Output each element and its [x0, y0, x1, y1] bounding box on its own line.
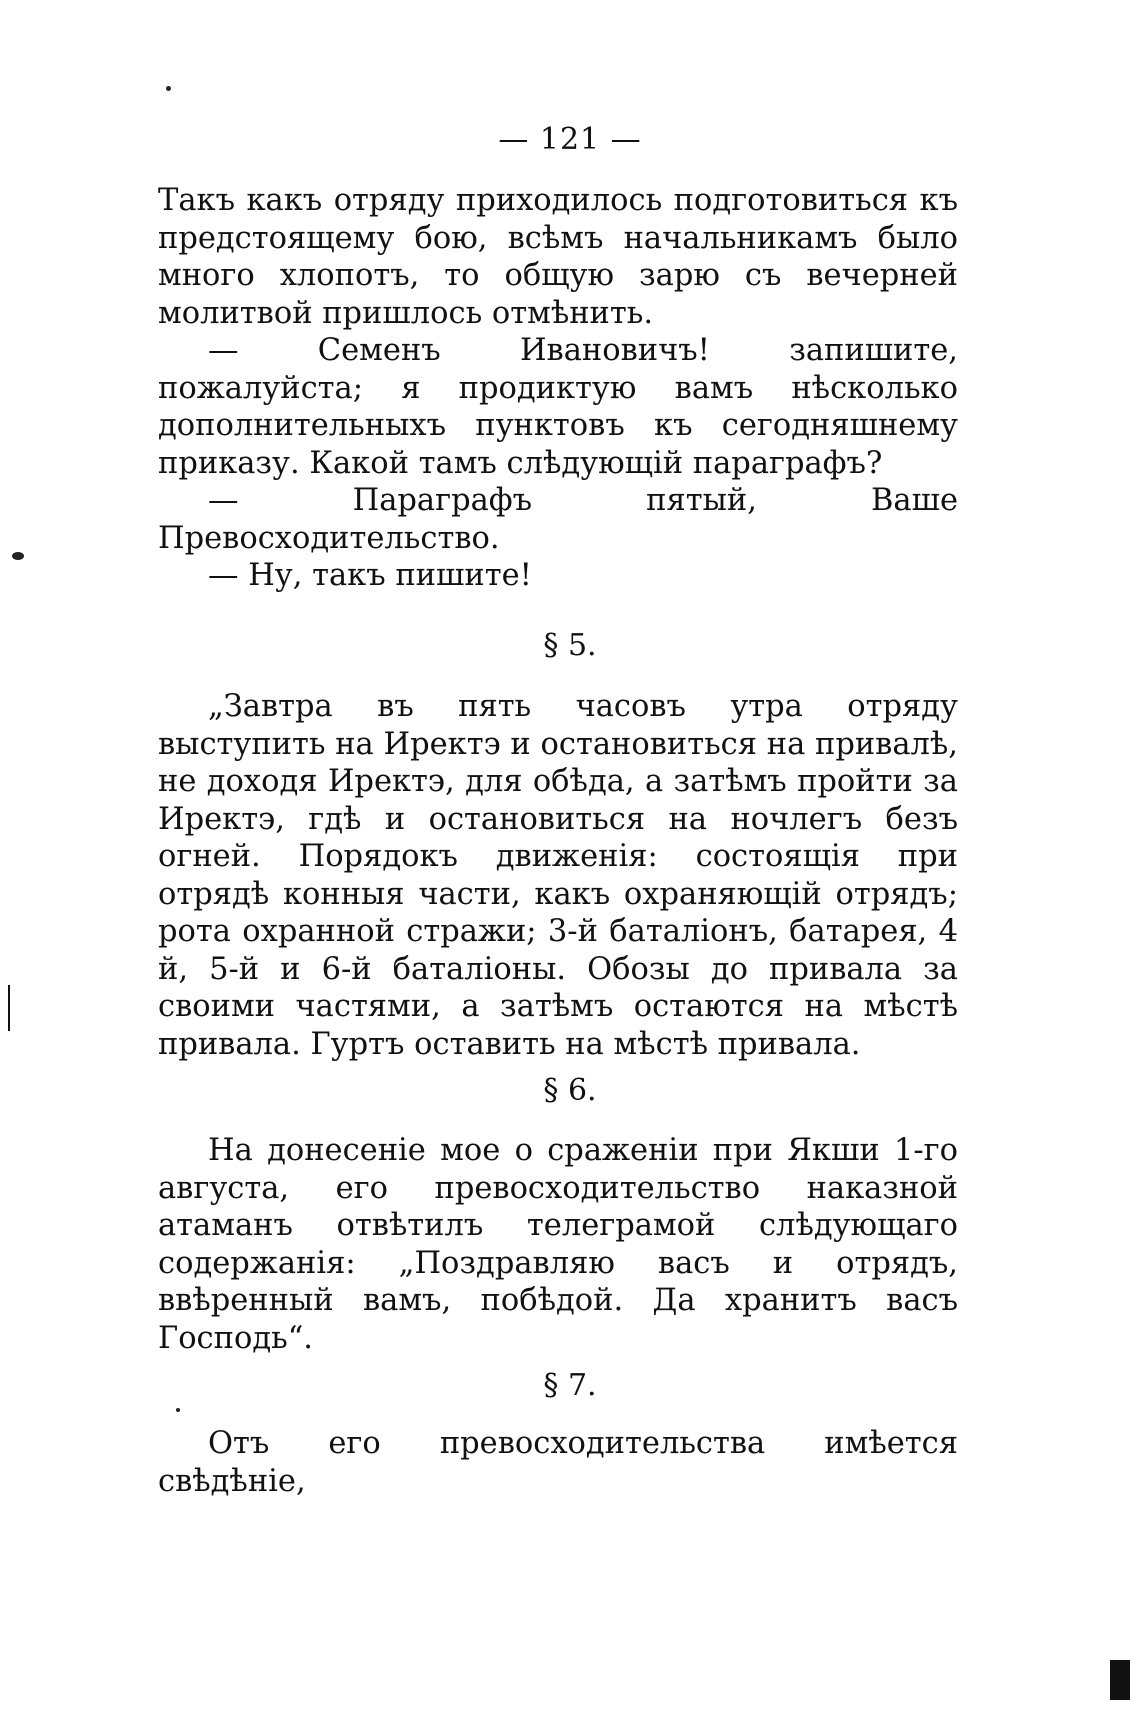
- section-5-heading: § 5.: [543, 628, 597, 663]
- scan-speck: [166, 86, 171, 91]
- opening-text-block: [158, 182, 958, 595]
- section-7-text-block: [158, 1425, 958, 1500]
- paragraph: — Семенъ Ивановичъ! запишите, пожалуйста; я продиктую вамъ нѣсколько дополнительныхъ пунктовъ къ сегодняшнему приказу. Какой тамъ слѣдующій параграфъ?: [158, 333, 958, 481]
- paragraph: „Завтра въ пять часовъ утра отряду выступить на Иректэ и остановиться на привалѣ, не доходя Иректэ, для обѣда, а затѣмъ пройти за Иректэ, гдѣ и остановиться на ночлегъ безъ огней. Порядокъ движенія: состоящія при отрядѣ конныя части, какъ охраняющій отрядъ; рота охранной стражи; 3-й баталіонъ, батарея, 4 й, 5-й и 6-й баталіоны. Обозы до привала за своими частями, а затѣмъ остаются на мѣстѣ привала. Гуртъ оставить на мѣстѣ привала.: [158, 689, 958, 1062]
- section-6-text-block: [158, 1132, 958, 1357]
- scan-edge-line: [8, 985, 10, 1031]
- scan-speck: [12, 552, 24, 560]
- paragraph: Такъ какъ отряду приходилось подготовиться къ предстоящему бою, всѣмъ начальникамъ было много хлопотъ, то общую зарю съ вечерней молитвой пришлось отмѣнить.: [158, 183, 958, 331]
- section-5-text-block: [158, 688, 958, 1063]
- section-6-heading: § 6.: [543, 1073, 597, 1108]
- scan-speck: [176, 1408, 180, 1412]
- scan-edge-mark: [1110, 1660, 1130, 1700]
- paragraph: Отъ его превосходительства имѣется свѣдѣніе,: [158, 1426, 958, 1499]
- section-7-heading: § 7.: [543, 1368, 597, 1403]
- paragraph: На донесеніе мое о сраженіи при Якши 1-го августа, его превосходительство наказной атаманъ отвѣтилъ телеграмой слѣдующаго содержанія: „Поздравляю васъ и отрядъ, ввѣренный вамъ, побѣдой. Да хранитъ васъ Господь“.: [158, 1133, 958, 1356]
- paragraph: — Ну, такъ пишите!: [208, 558, 532, 593]
- page-number: — 121 —: [498, 122, 642, 157]
- paragraph: — Параграфъ пятый, Ваше Превосходительство.: [158, 483, 958, 556]
